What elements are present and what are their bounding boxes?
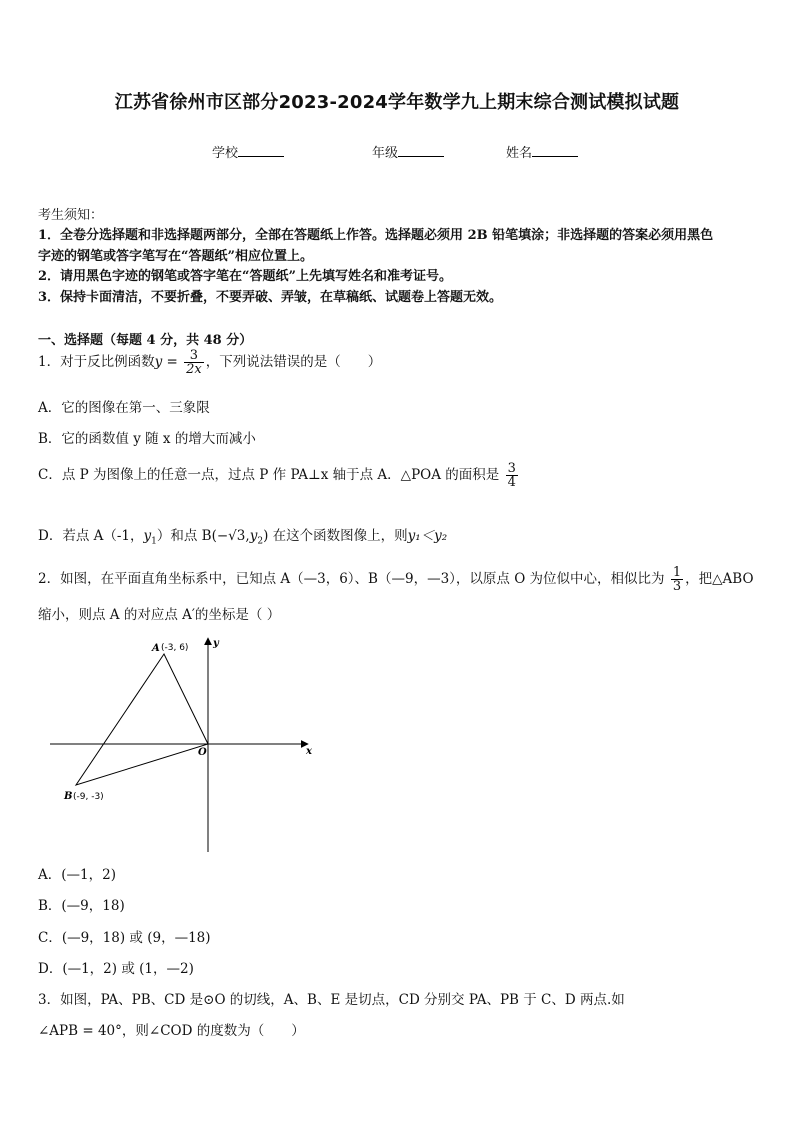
name-field[interactable] (506, 142, 578, 161)
q1-c-frac-num: 3 (507, 461, 516, 476)
q1-c-frac-den: 4 (507, 475, 516, 490)
point-b-coord: (-9, -3) (73, 792, 104, 802)
q2-option-d[interactable]: D．(—1，2) 或 (1，—2) (38, 961, 194, 977)
q2-ratio-fraction (671, 566, 683, 593)
school-label: 学校 (212, 146, 239, 161)
notice-item-3: 3．保持卡面清洁，不要折叠，不要弄破、弄皱，在草稿纸、试题卷上答题无效。 (38, 290, 503, 305)
q2-line1-pre: 2．如图，在平面直角坐标系中，已知点 A（—3，6）、B（—9，—3），以原点 O 为位似中心，相似比为 (38, 571, 665, 587)
q1-d-y1: y (143, 528, 152, 544)
q1-d-root: −√3 (216, 528, 246, 544)
q1-fraction (184, 349, 204, 376)
q1-stem-pre: 1．对于反比例函数 (38, 354, 155, 370)
school-blank[interactable] (238, 144, 284, 157)
q2-line2: 缩小，则点 A 的对应点 A′的坐标是（ ） (38, 607, 281, 623)
q1-equals: = (166, 354, 178, 370)
notice-item-2: 2．请用黑色字迹的钢笔或答字笔在“答题纸”上先填写姓名和准考证号。 (38, 269, 453, 284)
school-field[interactable] (212, 142, 284, 161)
q2-option-c[interactable]: C．(—9，18) 或 (9，—18) (38, 930, 211, 946)
q2-option-a[interactable]: A．(—1，2) (38, 867, 116, 883)
question-3-line1: 3．如图，PA、PB、CD 是⊙O 的切线，A、B、E 是切点，CD 分别交 PA、PB 于 C、D 两点.如 (38, 992, 625, 1008)
q1-frac-den: 2x (186, 362, 202, 377)
q1-stem-post: ，下列说法错误的是（ ） (205, 354, 382, 370)
name-label: 姓名 (506, 146, 533, 161)
coordinate-figure (40, 632, 340, 857)
q1-option-a[interactable]: A．它的图像在第一、三象限 (38, 400, 210, 416)
triangle-abo (76, 654, 208, 785)
q1-d-y2-sub: 2 (257, 536, 264, 547)
q1-d-pre: D．若点 A（-1， (38, 528, 144, 544)
q1-d-post: ) 在这个函数图像上，则 (263, 528, 408, 544)
q1-option-c-fraction (506, 462, 518, 489)
y-axis-label: y (213, 638, 219, 649)
q1-func-lhs: y (154, 354, 163, 370)
notice-heading: 考生须知： (38, 208, 104, 223)
origin-label: O (198, 747, 207, 758)
q2-ratio-den: 3 (672, 579, 682, 594)
q1-d-y2: y (249, 528, 258, 544)
q2-line1-post: ，把△ABO (685, 571, 754, 587)
point-b-label: B (64, 791, 73, 802)
point-a-coord: (-3, 6) (161, 643, 189, 653)
q1-frac-num: 3 (184, 349, 204, 363)
question-2-stem (38, 566, 754, 593)
point-a-label: A (152, 643, 160, 654)
question-3-line2: ∠APB = 40°，则∠COD 的度数为（ ） (38, 1023, 305, 1039)
q2-ratio-num: 1 (672, 565, 682, 580)
q1-option-c[interactable] (38, 462, 520, 489)
name-blank[interactable] (532, 144, 578, 157)
notice-item-1: 1．全卷分选择题和非选择题两部分，全部在答题纸上作答。选择题必须用 2B 铅笔填涂；非选择题的答案必须用黑色 (38, 228, 714, 243)
page-title: 江苏省徐州市区部分2023-2024学年数学九上期末综合测试模拟试题 (114, 92, 680, 113)
q1-d-y1-sub: 1 (151, 536, 157, 547)
grade-blank[interactable] (398, 144, 444, 157)
q1-option-b[interactable]: B．它的函数值 y 随 x 的增大而减小 (38, 431, 256, 447)
notice-item-1-cont: 字迹的钢笔或答字笔写在“答题纸”相应位置上。 (38, 249, 313, 264)
q2-option-b[interactable]: B．(—9，18) (38, 898, 125, 914)
section-heading: 一、选择题（每题 4 分，共 48 分） (38, 333, 253, 348)
grade-field[interactable] (372, 142, 444, 161)
x-axis-label: x (306, 746, 312, 757)
grade-label: 年级 (372, 146, 399, 161)
q1-option-c-text: C．点 P 为图像上的任意一点，过点 P 作 PA⊥x 轴于点 A．△POA 的面积是 (38, 467, 500, 483)
question-1-stem (38, 349, 381, 376)
q1-d-mid: ）和点 B( (156, 528, 217, 544)
q1-d-compare: y₁＜y₂ (407, 528, 448, 544)
q1-option-d[interactable]: D．若点 A（-1，$y_1$）和点 $B(-√3,y_2)$ 在这个函数图像上，则y₁＜y₂ (38, 528, 448, 547)
